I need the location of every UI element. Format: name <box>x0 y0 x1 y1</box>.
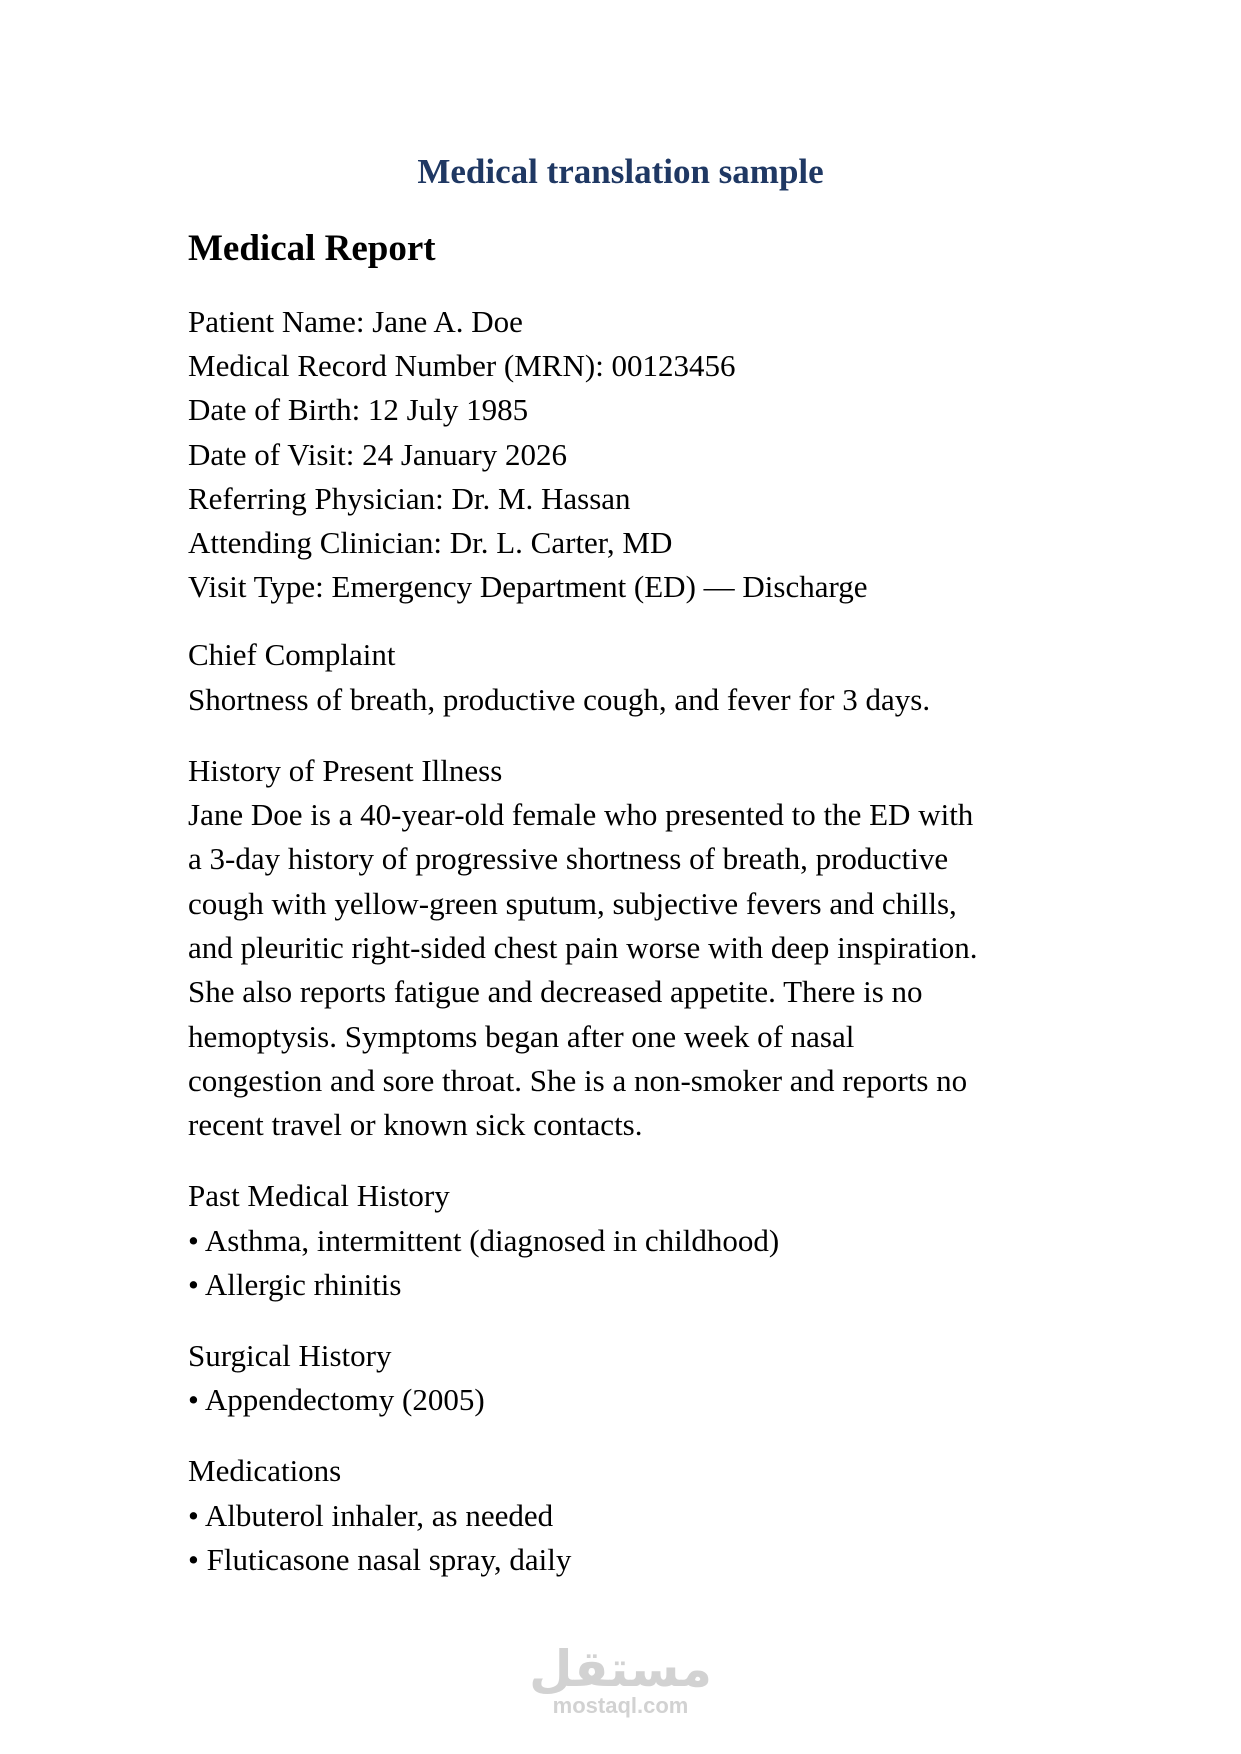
patient-name-line: Patient Name: Jane A. Doe <box>188 304 523 339</box>
date-of-birth-line: Date of Birth: 12 July 1985 <box>188 392 529 428</box>
medications-section <box>188 1449 1068 1582</box>
attending-clinician-line: Attending Clinician: Dr. L. Carter, MD <box>188 525 673 561</box>
section-title: Past Medical History <box>188 1178 450 1214</box>
report-heading: Medical Report <box>188 228 436 269</box>
hpi-line: and pleuritic right-sided chest pain worse with deep inspiration. <box>188 929 978 965</box>
visit-type-line: Visit Type: Emergency Department (ED) — Discharge <box>188 569 868 605</box>
hpi-line: a 3-day history of progressive shortness of breath, productive <box>188 841 949 877</box>
watermark-latin-text: mostaql.com <box>552 1693 689 1718</box>
watermark-arabic-text: مستقل <box>529 1640 712 1698</box>
past-medical-history-section <box>188 1174 1068 1307</box>
hpi-line: congestion and sore throat. She is a non-smoker and reports no <box>188 1062 968 1098</box>
hpi-line: cough with yellow-green sputum, subjective fevers and chills, <box>188 885 957 921</box>
section-title: Chief Complaint <box>188 637 396 673</box>
hpi-line: Jane Doe is a 40-year-old female who presented to the ED with <box>188 797 974 833</box>
hpi-section <box>188 749 1068 1148</box>
hpi-line: recent travel or known sick contacts. <box>188 1107 643 1143</box>
list-item: • Allergic rhinitis <box>188 1266 402 1302</box>
referring-physician-line: Referring Physician: Dr. M. Hassan <box>188 480 631 516</box>
surgical-history-section <box>188 1334 1068 1422</box>
list-item: • Asthma, intermittent (diagnosed in childhood) <box>188 1222 780 1258</box>
list-item: • Appendectomy (2005) <box>188 1382 485 1418</box>
patient-info <box>188 300 1068 609</box>
mrn-line: Medical Record Number (MRN): 00123456 <box>188 348 736 384</box>
mostaql-watermark <box>0 1640 1241 1718</box>
report-body <box>188 226 1068 1582</box>
date-of-visit-line: Date of Visit: 24 January 2026 <box>188 436 567 472</box>
page-title: Medical translation sample <box>417 152 824 191</box>
list-item: • Fluticasone nasal spray, daily <box>188 1541 572 1577</box>
section-title: Medications <box>188 1453 342 1489</box>
list-item: • Albuterol inhaler, as needed <box>188 1497 554 1533</box>
hpi-line: She also reports fatigue and decreased appetite. There is no <box>188 974 923 1010</box>
section-title: History of Present Illness <box>188 752 503 788</box>
chief-complaint-text: Shortness of breath, productive cough, and fever for 3 days. <box>188 681 931 717</box>
section-title: Surgical History <box>188 1338 392 1374</box>
hpi-line: hemoptysis. Symptoms began after one week of nasal <box>188 1018 855 1054</box>
chief-complaint-section <box>188 633 1068 721</box>
